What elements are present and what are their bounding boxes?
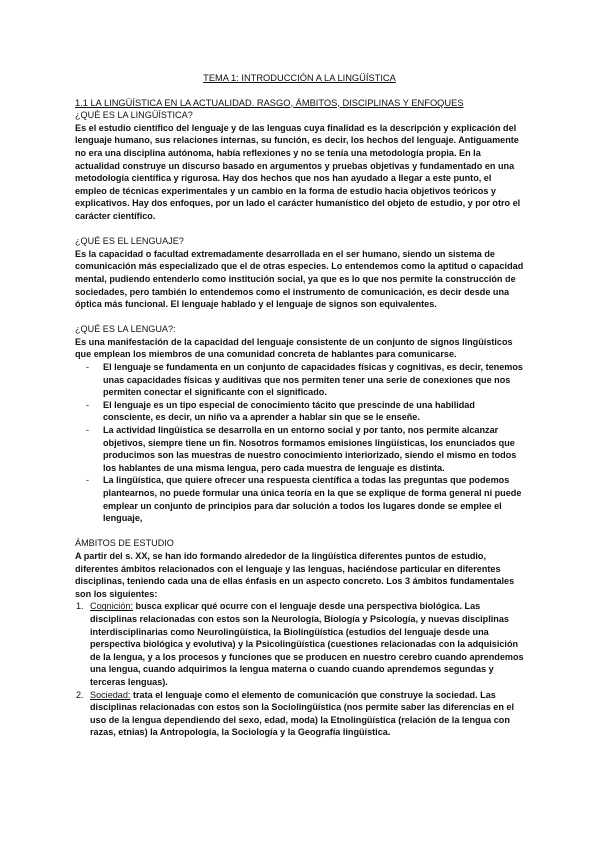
list-item: - El lenguaje se fundamenta en un conjunto de capacidades físicas y cognitivas, es decir, tenemos unas capacidades físicas y auditivas que nos permiten tener una serie de conexiones que nos permiten conectar el significante con el significado. [103,361,524,399]
paragraph-lengua-intro: Es una manifestación de la capacidad del lenguaje consistente de un conjunto de signos lingüísticos que emplean los miembros de una comunidad concreta de hablantes para comunicarse. [75,336,513,360]
ambitos-list [75,600,524,739]
list-item-sociedad [76,689,524,739]
list-item: - La lingüística, que quiere ofrecer una respuesta científica a todas las preguntas que podemos plantearnos, no puede formular una única teoría en la que se explique de forma general ni puede emplear un conjunto de principios para dar solución a todos los lugares donde se emplee el lenguaje, [103,474,524,524]
heading-ambitos-de-estudio: ÁMBITOS DE ESTUDIO [75,538,174,549]
list-number: 2. [76,689,84,700]
term-sociedad: Sociedad: [90,689,131,700]
section-title: 1.1 LA LINGÜÍSTICA EN LA ACTUALIDAD. RASGO, ÁMBITOS, DISCIPLINAS Y ENFOQUES [75,97,464,108]
term-cognicion: Cognición: [90,601,133,612]
list-item-cognicion [76,600,524,688]
list-item: - La actividad lingüística se desarrolla en un entorno social y por tanto, nos permite alcanzar objetivos, siempre tiene un fin. Nosotros formamos emisiones lingüísticas, los enunciados que producimos son las muestras de nuestro conocimiento interiorizado, siendo el mismo en todos los hablantes de una misma lengua, pero cada muestra de lenguaje es distinta. [103,424,524,474]
item-text: busca explicar qué ocurre con el lenguaje desde una perspectiva biológica. Las disciplinas relacionadas con estos son la Neurología, Biología y Psicología, y nuevas disciplinas interdisciplinarias como Neurolingüística, la Biolingüística (estudios del lenguaje desde una perspectiva biológica y evolutiva) y la Psicolingüística (cuestiones relacionadas con la adquisición de la lengua, y a los procesos y funciones que se producen en nuestro cerebro cuando aprendemos una lengua, cuando adquirimos la lengua materna o cuando cuando aprendemos segundas y terceras lenguas). [90,601,524,687]
paragraph-ambitos-intro: A partir del s. XX, se han ido formando alrededor de la lingüística diferentes puntos de estudio, diferentes ámbitos relacionados con el lenguaje y las lenguas, haciéndose particular en diferentes disciplinas, teniendo cada una de ellas énfasis en un aspecto concreto. Los 3 ámbitos fundamentales son los siguientes: [75,550,515,599]
item-text: trata el lenguaje como el elemento de comunicación que construye la sociedad. Las disciplinas relacionadas con estos son la Sociolingüística (nos permite saber las diferencias en el uso de la lengua dependiendo del sexo, edad, moda) la Etnolingüística (relación de la lengua con razas, etnias) la Antropología, la Sociología y la Geografía lingüística. [90,689,515,738]
heading-que-es-la-lengua: ¿QUÉ ES LA LENGUA?: [75,324,176,335]
lengua-bullet-list [75,361,524,525]
list-item: - El lenguaje es un tipo especial de conocimiento tácito que prescinde de una habilidad consciente, es decir, un niño va a aprender a hablar sin que se le enseñe. [103,399,524,424]
paragraph-linguistica: Es el estudio científico del lenguaje y de las lenguas cuya finalidad es la descripción y explicación del lenguaje humano, sus relaciones internas, su función, es decir, los hechos del lenguaje. Antiguamente no era una disciplina autónoma, había reflexiones y no se tenía una metodología propia. En la actualidad construye un discurso basado en argumentos y pruebas objetivas y fundamentado en una metodología científica y rigurosa. Hay dos hechos que nos han ayudado a llegar a este punto, el empleo de técnicas experimentales y un cambio en la forma de estudio hacia objetivos teóricos y explicativos. Hay dos enfoques, por un lado el carácter humanístico del objeto de estudio, y por otro el carácter científico. [75,122,521,221]
spacer [75,525,524,538]
list-number: 1. [76,601,84,612]
paragraph-lenguaje: Es la capacidad o facultad extremadamente desarrollada en el ser humano, siendo un sistema de comunicación más especializado que el de otras especies. Lo entendemos como la aptitud o capacidad mental, pudiendo entenderlo como institución social, ya que es lo que nos permite la construcción de sociedades, pero también lo entendemos como el instrumento de comunicación, es decir desde una óptica más funcional. El lenguaje hablado y el lenguaje de signos son equivalentes. [75,248,524,310]
spacer [75,311,524,324]
heading-que-es-la-linguistica: ¿QUÉ ES LA LINGÜÍSTICA? [75,110,193,121]
heading-que-es-el-lenguaje: ¿QUÉ ES EL LENGUAJE? [75,236,184,247]
document-title: TEMA 1: INTRODUCCIÓN A LA LINGÜÍSTICA [203,73,396,83]
spacer [75,223,524,236]
